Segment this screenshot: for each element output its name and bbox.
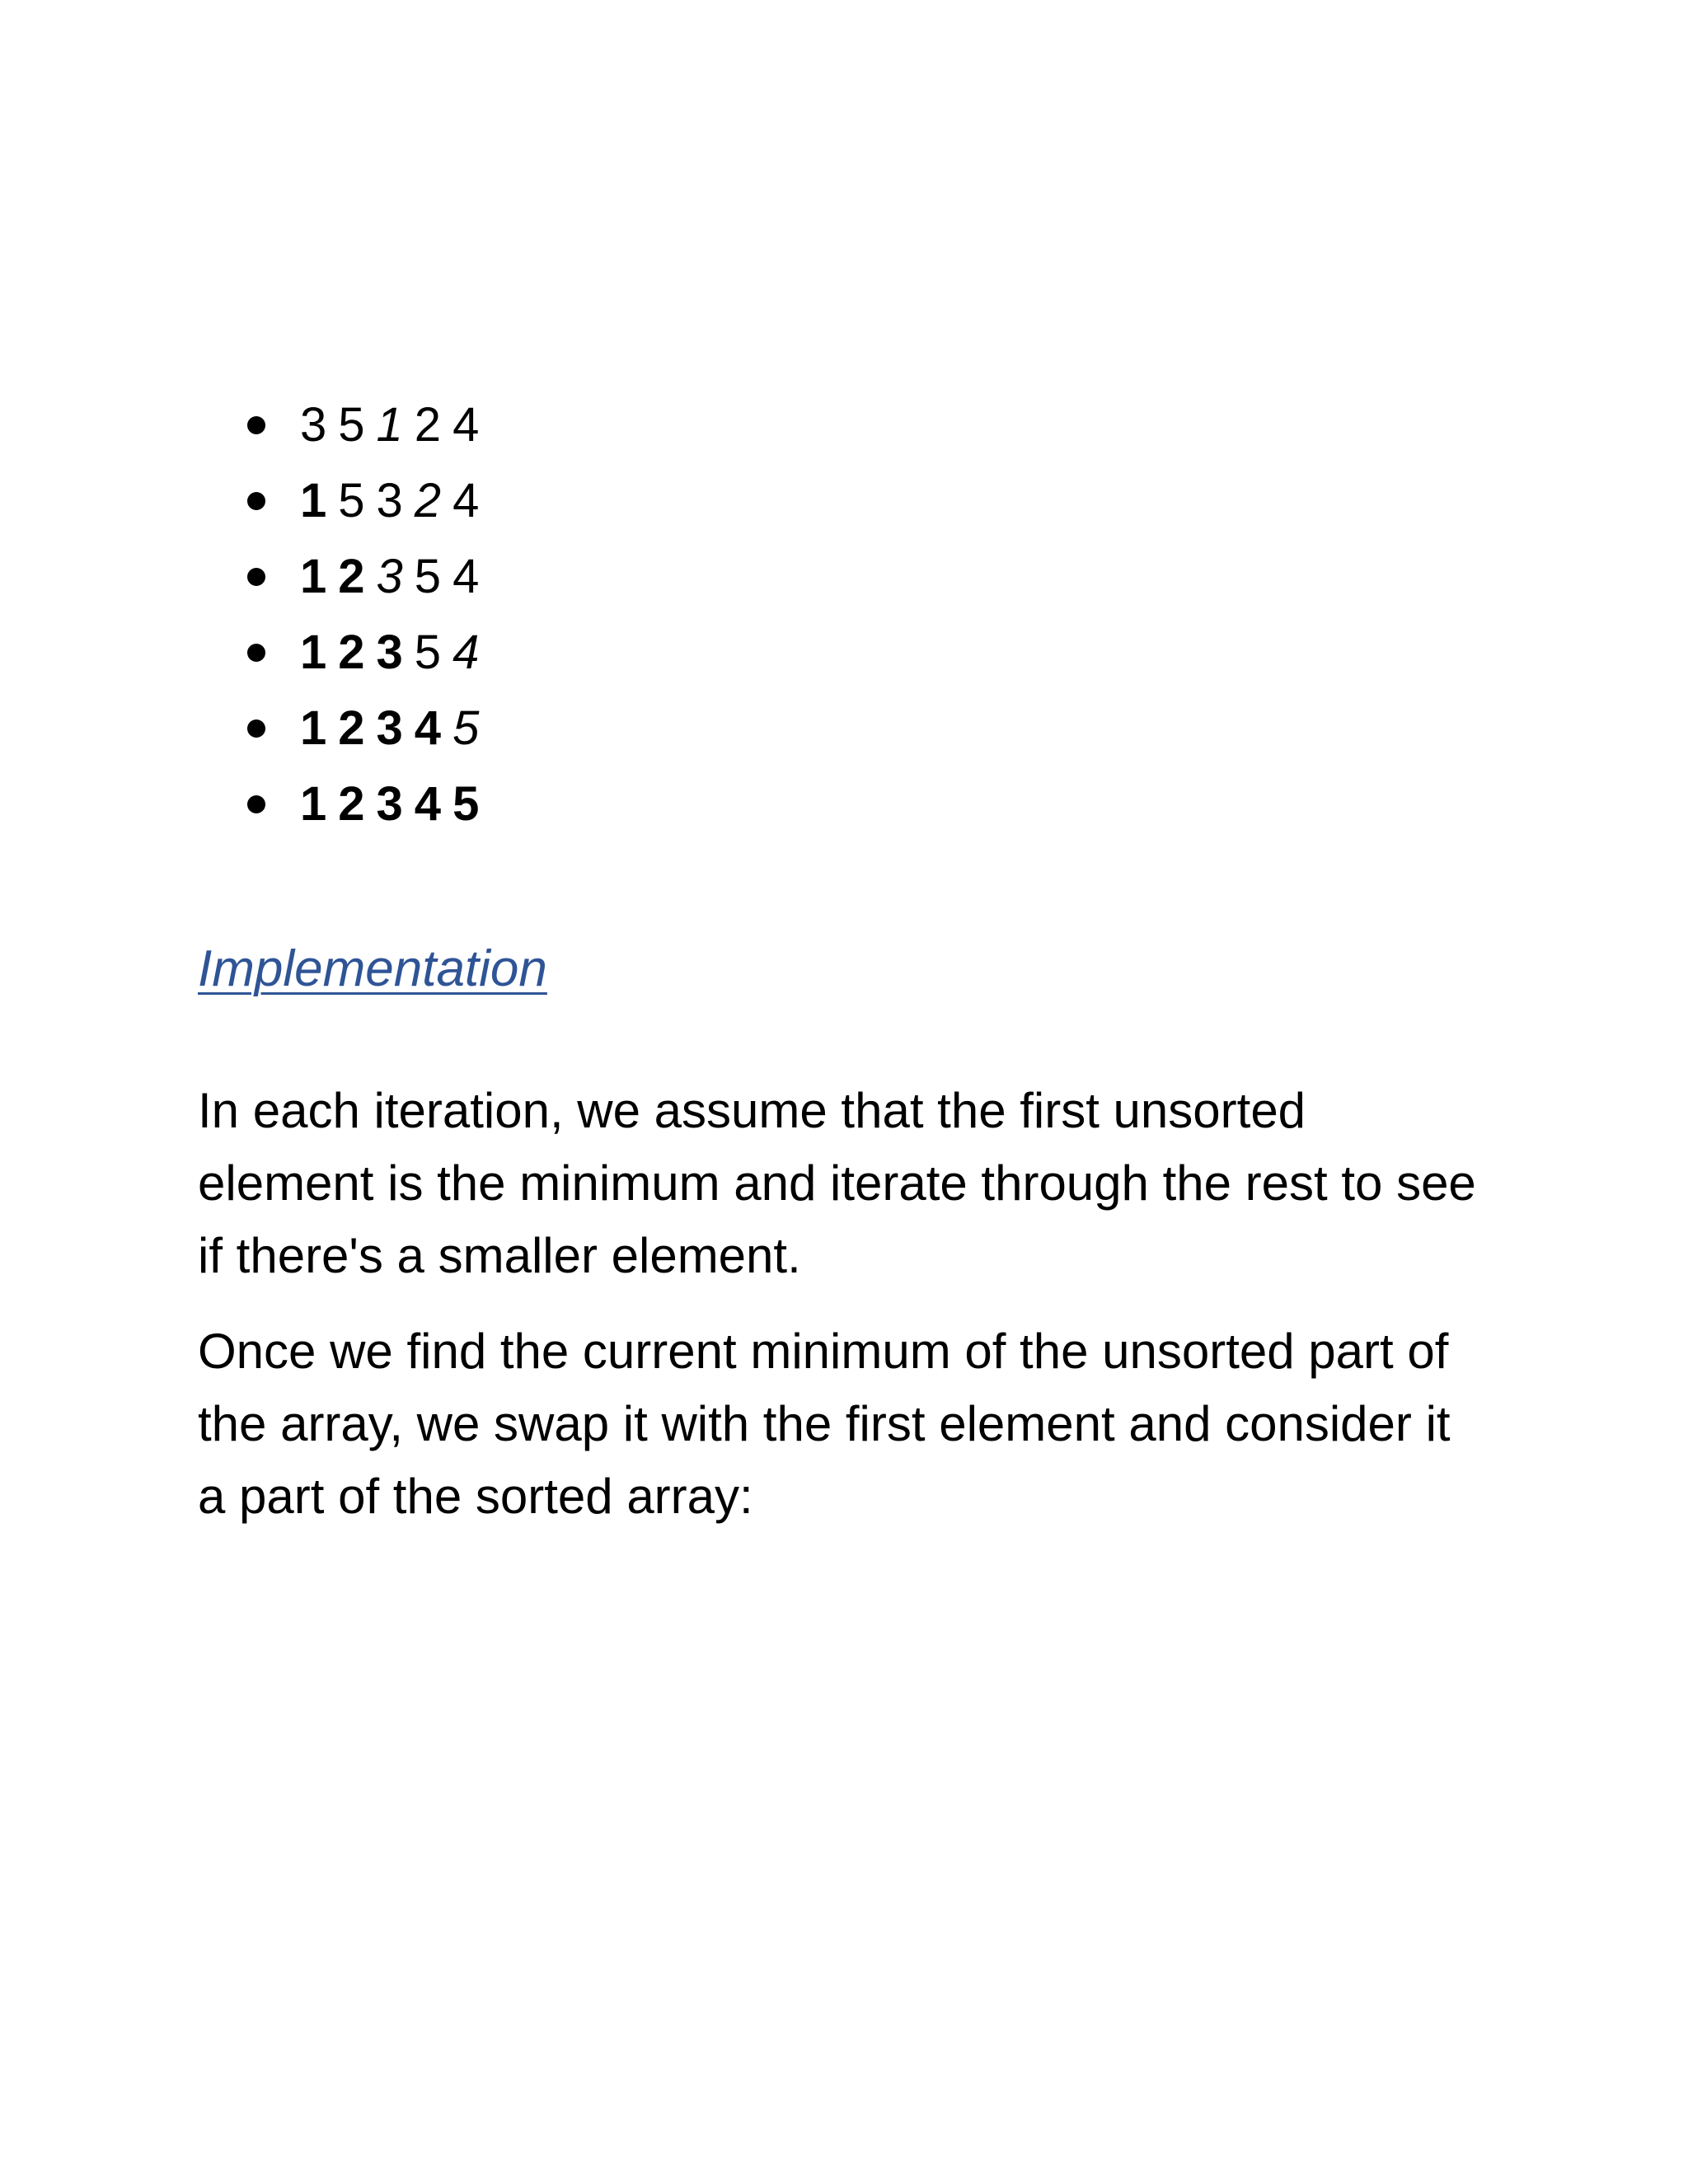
bullet-icon bbox=[247, 492, 265, 510]
step-number: 4 bbox=[452, 550, 480, 603]
paragraph: In each iteration, we assume that the first unsorted element is the minimum and iterate through the rest to see if there's a smaller element. bbox=[198, 1083, 1476, 1283]
step-number: 2 bbox=[338, 550, 365, 603]
step-number: 2 bbox=[338, 701, 365, 755]
step-item bbox=[247, 766, 490, 842]
step-number: 2 bbox=[414, 474, 442, 527]
step-number: 3 bbox=[376, 626, 403, 679]
step-item bbox=[247, 691, 490, 766]
step-item bbox=[247, 615, 490, 691]
bullet-icon bbox=[247, 719, 265, 738]
bullet-icon bbox=[247, 568, 265, 586]
step-number: 4 bbox=[414, 701, 442, 755]
step-number: 5 bbox=[452, 777, 480, 831]
step-number: 3 bbox=[300, 398, 327, 452]
step-number: 5 bbox=[338, 474, 365, 527]
bullet-icon bbox=[247, 795, 265, 813]
step-number: 3 bbox=[376, 550, 403, 603]
step-number: 1 bbox=[300, 474, 327, 527]
step-number: 5 bbox=[338, 398, 365, 452]
step-number: 1 bbox=[300, 626, 327, 679]
step-number: 1 bbox=[376, 398, 403, 452]
step-number: 4 bbox=[414, 777, 442, 831]
step-number: 3 bbox=[376, 474, 403, 527]
step-number: 5 bbox=[414, 550, 442, 603]
step-number: 1 bbox=[300, 777, 327, 831]
step-number: 3 bbox=[376, 777, 403, 831]
selection-sort-steps-list bbox=[247, 387, 490, 842]
step-number: 4 bbox=[452, 474, 480, 527]
step-item bbox=[247, 387, 490, 463]
step-number: 1 bbox=[300, 550, 327, 603]
implementation-heading: Implementation bbox=[198, 940, 547, 997]
step-item bbox=[247, 463, 490, 539]
paragraph: Once we find the current minimum of the unsorted part of the array, we swap it with the first element and consider it a part of the sorted array: bbox=[198, 1324, 1451, 1524]
step-number: 4 bbox=[452, 398, 480, 452]
step-number: 3 bbox=[376, 701, 403, 755]
step-number: 2 bbox=[414, 398, 442, 452]
step-number: 5 bbox=[452, 701, 480, 755]
bullet-icon bbox=[247, 644, 265, 662]
step-number: 2 bbox=[338, 777, 365, 831]
bullet-icon bbox=[247, 416, 265, 434]
step-item bbox=[247, 539, 490, 615]
step-number: 5 bbox=[414, 626, 442, 679]
step-number: 4 bbox=[452, 626, 480, 679]
step-number: 1 bbox=[300, 701, 327, 755]
step-number: 2 bbox=[338, 626, 365, 679]
